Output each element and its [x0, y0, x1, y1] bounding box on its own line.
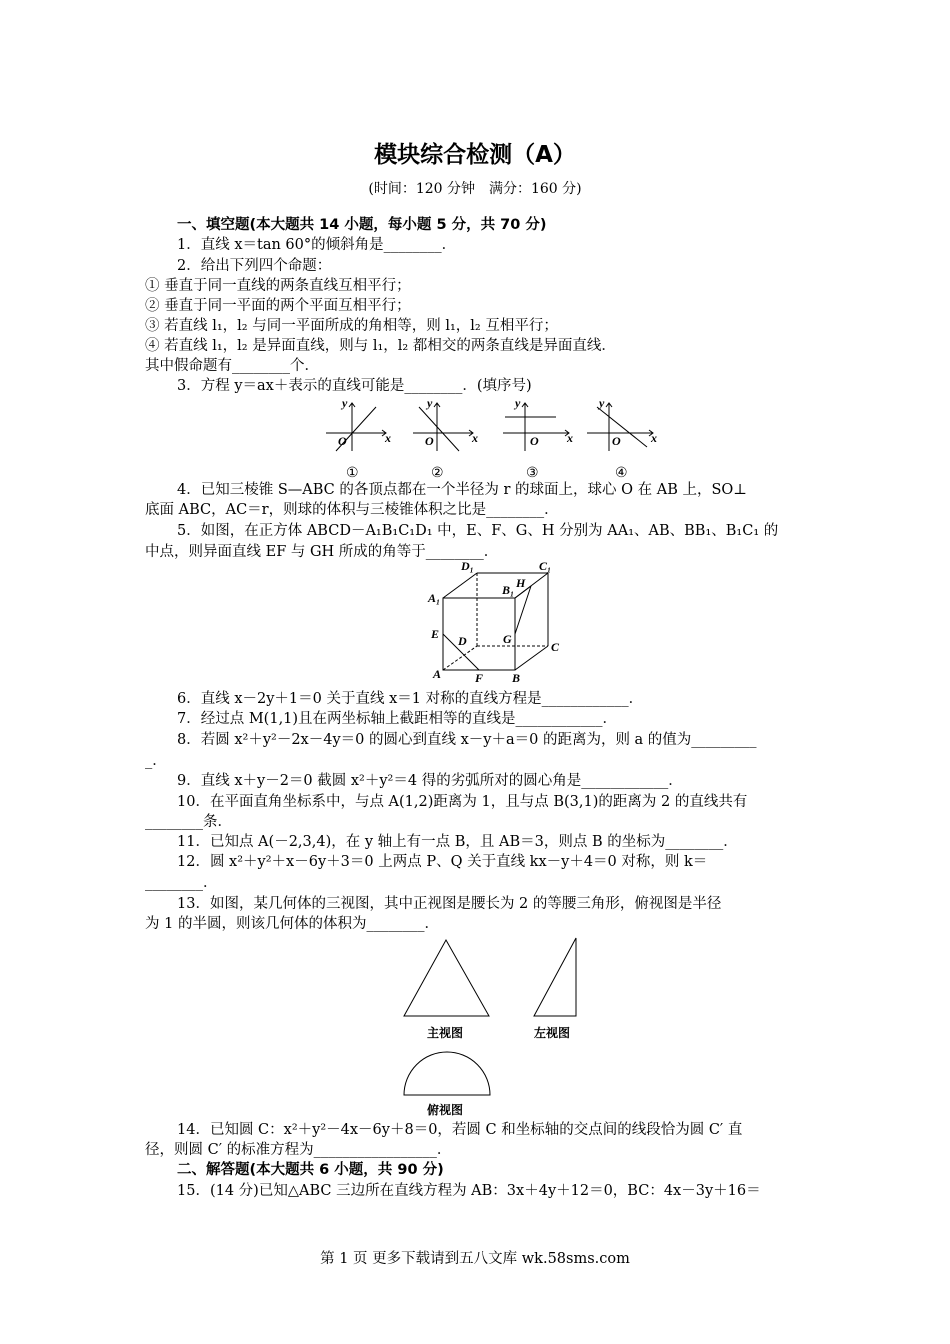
question-line: 径，则圆 C′ 的标准方程为_________________． — [145, 1142, 452, 1158]
question-line: ② 垂直于同一平面的两个平面互相平行； — [145, 298, 411, 314]
question-line: 13．如图，某几何体的三视图，其中正视图是腰长为 2 的等腰三角形，俯视图是半径 — [177, 896, 722, 912]
vertex-label-d1: D₁ — [461, 559, 474, 573]
page-subtitle: (时间：120 分钟 满分：160 分) — [368, 181, 582, 197]
graph-number: ③ — [526, 466, 539, 481]
question-line: 底面 ABC，AC＝r，则球的体积与三棱锥体积之比是________． — [145, 502, 559, 518]
question-line: 14．已知圆 C：x²＋y²－4x－6y＋8＝0，若圆 C 和坐标轴的交点间的线段恰为圆 C′ 直 — [177, 1122, 743, 1138]
question-line: 15．(14 分)已知△ABC 三边所在直线方程为 AB：3x＋4y＋12＝0，BC：4x－3y＋16＝ — [177, 1183, 761, 1199]
axis-label-x: x — [567, 431, 573, 445]
question-line: 8．若圆 x²＋y²－2x－4y＝0 的圆心到直线 x－y＋a＝0 的距离为，则 a 的值为_________ — [177, 732, 757, 748]
vertex-label-c1: C₁ — [539, 559, 552, 573]
axis-label-y: y — [599, 396, 605, 410]
question-line: 4．已知三棱锥 S—ABC 的各顶点都在一个半径为 r 的球面上，球心 O 在 AB 上，SO⊥ — [177, 482, 747, 498]
origin-label: O — [530, 434, 539, 448]
vertex-label-f: F — [475, 671, 484, 685]
question-line: ________条． — [145, 814, 232, 830]
vertex-label-h: H — [516, 576, 526, 590]
side-view-triangle — [534, 938, 576, 1016]
question-line: 5．如图，在正方体 ABCD－A₁B₁C₁D₁ 中，E、F、G、H 分别为 AA₁、AB、BB₁、B₁C₁ 的 — [177, 523, 779, 539]
question-line: ④ 若直线 l₁，l₂ 是异面直线，则与 l₁，l₂ 都相交的两条直线是异面直线． — [145, 338, 616, 354]
question-line: 11．已知点 A(－2,3,4)，在 y 轴上有一点 B，且 AB＝3，则点 B 的坐标为________． — [177, 834, 738, 850]
question-line: 其中假命题有________个． — [145, 358, 319, 374]
side-view-caption: 左视图 — [534, 1026, 571, 1040]
question-line: 2．给出下列四个命题： — [177, 258, 332, 274]
vertex-label-a: A — [433, 667, 442, 681]
vertex-label-d: D — [458, 634, 467, 648]
question-line: 为 1 的半圆，则该几何体的体积为________． — [145, 916, 439, 932]
origin-label: O — [338, 434, 347, 448]
graph-2 — [413, 403, 473, 451]
top-view-caption: 俯视图 — [427, 1103, 464, 1117]
origin-label: O — [425, 434, 434, 448]
vertex-label-a1: A₁ — [428, 591, 441, 605]
vertex-label-b: B — [512, 671, 521, 685]
three-views-figure — [0, 930, 950, 1120]
front-view-caption: 主视图 — [427, 1026, 464, 1040]
graph-number: ② — [431, 466, 444, 481]
axis-label-y: y — [515, 396, 521, 410]
page-title: 模块综合检测（A） — [374, 142, 576, 168]
graph-number: ① — [346, 466, 359, 481]
graph-1 — [326, 403, 386, 451]
question-line: 6．直线 x－2y＋1＝0 关于直线 x＝1 对称的直线方程是____________． — [177, 691, 644, 707]
q3-graphs — [0, 393, 950, 483]
section-heading: 二、解答题(本大题共 6 小题，共 90 分) — [177, 1162, 444, 1178]
vertex-label-c: C — [551, 640, 560, 654]
question-line: ________． — [145, 875, 218, 891]
cube-figure — [0, 556, 950, 686]
vertex-label-e: E — [431, 627, 440, 641]
question-line: 10．在平面直角坐标系中，与点 A(1,2)距离为 1，且与点 B(3,1)的距离为 2 的直线共有 — [177, 794, 748, 810]
question-line: ① 垂直于同一直线的两条直线互相平行； — [145, 278, 411, 294]
question-line: 12．圆 x²＋y²＋x－6y＋3＝0 上两点 P、Q 关于直线 kx－y＋4＝0 对称，则 k＝ — [177, 854, 708, 870]
top-view-semicircle — [404, 1052, 490, 1095]
vertex-label-g: G — [503, 632, 512, 646]
origin-label: O — [612, 434, 621, 448]
axis-label-x: x — [385, 431, 391, 445]
page-footer: 第 1 页 更多下载请到五八文库 wk.58sms.com — [320, 1251, 630, 1267]
axis-label-y: y — [427, 396, 433, 410]
axis-label-x: x — [472, 431, 478, 445]
axis-label-y: y — [342, 396, 348, 410]
question-line: 3．方程 y＝ax＋表示的直线可能是________．(填序号) — [177, 378, 532, 394]
question-line: ③ 若直线 l₁，l₂ 与同一平面所成的角相等，则 l₁，l₂ 互相平行； — [145, 318, 558, 334]
question-line: 中点，则异面直线 EF 与 GH 所成的角等于________． — [145, 544, 499, 560]
vertex-label-b1: B₁ — [502, 583, 515, 597]
axis-label-x: x — [651, 431, 657, 445]
question-line: _． — [145, 753, 167, 769]
graph-number: ④ — [615, 466, 628, 481]
front-view-triangle — [404, 940, 489, 1016]
question-line: 1．直线 x＝tan 60°的倾斜角是________． — [177, 237, 457, 253]
question-line: 9．直线 x＋y－2＝0 截圆 x²＋y²＝4 得的劣弧所对的圆心角是____________． — [177, 773, 683, 789]
question-line: 7．经过点 M(1,1)且在两坐标轴上截距相等的直线是____________． — [177, 711, 618, 727]
section-heading: 一、填空题(本大题共 14 小题，每小题 5 分，共 70 分) — [177, 217, 547, 233]
